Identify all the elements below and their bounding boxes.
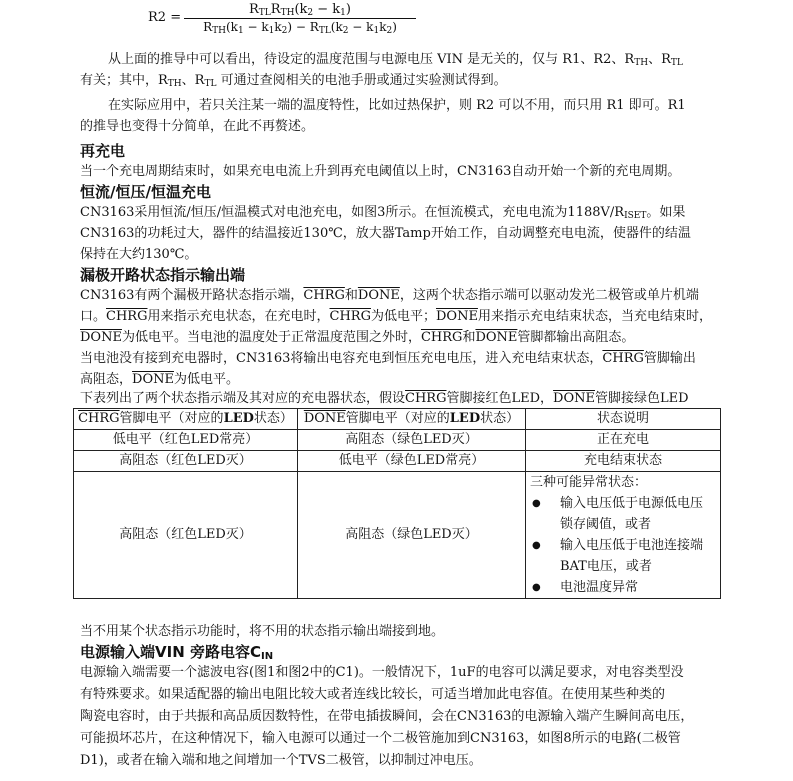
table-row bbox=[74, 451, 721, 472]
vin-line2: 有特殊要求。如果适配器的输出电阻比较大或者连线比较长，可适当增加此电容值。在使用某些种类的 bbox=[80, 687, 666, 702]
cell-chrg: 高阻态（红色LED灭） bbox=[74, 472, 298, 599]
cell-done: 低电平（绿色LED常亮） bbox=[297, 451, 525, 472]
para1-line1: 从上面的推导中可以看出，待设定的温度范围与电源电压 VIN 是无关的，仅与 R1、R2、$R_{TH}$、$R_{TL}$ bbox=[108, 52, 683, 68]
table-row bbox=[74, 430, 721, 451]
abnormal-intro: 三种可能异常状态： bbox=[529, 475, 647, 490]
cell-chrg: 低电平（红色LED常亮） bbox=[74, 430, 298, 451]
cc-line1: CN3163采用恒流/恒压/恒温模式对电池充电，如图3所示。在恒流模式，充电电流为$1188V/R_{ISET}$。如果 bbox=[80, 205, 686, 221]
formula-denominator: $R_{TH}(k_1 - k_1k_2) - R_{TL}(k_2 - k_1k_2)$ bbox=[203, 20, 397, 36]
od-line1: CN3163有两个漏极开路状态指示端，CHRG和DONE，这两个状态指示端可以驱动发光二极管或单片机端 bbox=[80, 288, 699, 303]
list-item: ● 电池温度异常 bbox=[530, 577, 716, 598]
cell-status: 充电结束状态 bbox=[525, 451, 720, 472]
cell-status-abnormal bbox=[525, 472, 720, 599]
header-done: DONE管脚电平（对应的LED状态） bbox=[297, 409, 525, 430]
od-line4: 当电池没有接到充电器时，CN3163将输出电容充电到恒压充电电压，进入充电结束状态，CHRG管脚输出 bbox=[80, 351, 696, 366]
heading-recharge: 再充电 bbox=[80, 142, 126, 160]
header-status: 状态说明 bbox=[525, 409, 720, 430]
recharge-text: 当一个充电周期结束时，如果充电电流上升到再充电阈值以上时，CN3163自动开始一个新的充电周期。 bbox=[80, 164, 681, 179]
cell-chrg: 高阻态（红色LED灭） bbox=[74, 451, 298, 472]
table-row bbox=[74, 472, 721, 599]
cc-line2: CN3163的功耗过大，器件的结温接近130℃，放大器Tamp开始工作，自动调整充电电流，使器件的结温 bbox=[80, 226, 691, 241]
para2-line1: 在实际应用中，若只关注某一端的温度特性，比如过热保护，则 R2 可以不用，而只用 R1 即可。R1 bbox=[108, 98, 686, 113]
formula-fraction bbox=[184, 2, 416, 35]
vin-line1: 电源输入端需要一个滤波电容(图1和图2中的C1)。一般情况下，1uF的电容可以满足要求，对电容类型没 bbox=[80, 665, 684, 680]
fraction-bar bbox=[184, 18, 416, 19]
vin-line5: D1)，或者在输入端和地之间增加一个TVS二极管，以抑制过冲电压。 bbox=[80, 753, 482, 768]
cc-line3: 保持在大约130℃。 bbox=[80, 247, 198, 262]
table-header-row bbox=[74, 409, 721, 430]
status-table bbox=[73, 408, 721, 599]
od-line2: 口。CHRG用来指示充电状态，在充电时，CHRG为低电平；DONE用来指示充电结束状态，当充电结束时， bbox=[80, 309, 712, 324]
cell-done: 高阻态（绿色LED灭） bbox=[297, 472, 525, 599]
cell-done: 高阻态（绿色LED灭） bbox=[297, 430, 525, 451]
od-line5: 高阻态，DONE为低电平。 bbox=[80, 372, 239, 387]
para1-line2: 有关；其中，$R_{TH}$、$R_{TL}$ 可通过查阅相关的电池手册或通过实验测试得到。 bbox=[80, 73, 507, 89]
after-table-text: 当不用某个状态指示功能时，将不用的状态指示输出端接到地。 bbox=[80, 624, 445, 639]
list-item: ● 输入电压低于电源低电压 锁存阈值，或者 bbox=[530, 493, 716, 535]
heading-vin-bypass: 电源输入端VIN 旁路电容$C_{IN}$ bbox=[80, 643, 274, 662]
od-line3: DONE为低电平。当电池的温度处于正常温度范围之外时，CHRG和DONE管脚都输出高阻态。 bbox=[80, 330, 635, 345]
list-item: ● 输入电压低于电池连接端 BAT电压，或者 bbox=[530, 535, 716, 577]
vin-line3: 陶瓷电容时，由于共振和高品质因数特性，在带电插拔瞬间，会在CN3163的电源输入端产生瞬间高电压， bbox=[80, 709, 694, 724]
heading-cc-cv-ct: 恒流/恒压/恒温充电 bbox=[80, 183, 211, 201]
para2-line2: 的推导也变得十分简单，在此不再赘述。 bbox=[80, 119, 315, 134]
header-chrg: CHRG管脚电平（对应的LED状态） bbox=[74, 409, 298, 430]
vin-line4: 可能损坏芯片，在这种情况下，输入电源可以通过一个二极管施加到CN3163，如图8所示的电路(二极管 bbox=[80, 731, 681, 746]
formula-lhs: R2 = bbox=[148, 10, 182, 25]
abnormal-list bbox=[530, 493, 716, 598]
formula-numerator: $R_{TL}R_{TH}(k_2 - k_1)$ bbox=[249, 2, 351, 18]
heading-open-drain: 漏极开路状态指示输出端 bbox=[80, 266, 246, 284]
od-line6: 下表列出了两个状态指示端及其对应的充电器状态，假设CHRG管脚接红色LED，DONE管脚接绿色LED bbox=[80, 391, 689, 406]
cell-status: 正在充电 bbox=[525, 430, 720, 451]
